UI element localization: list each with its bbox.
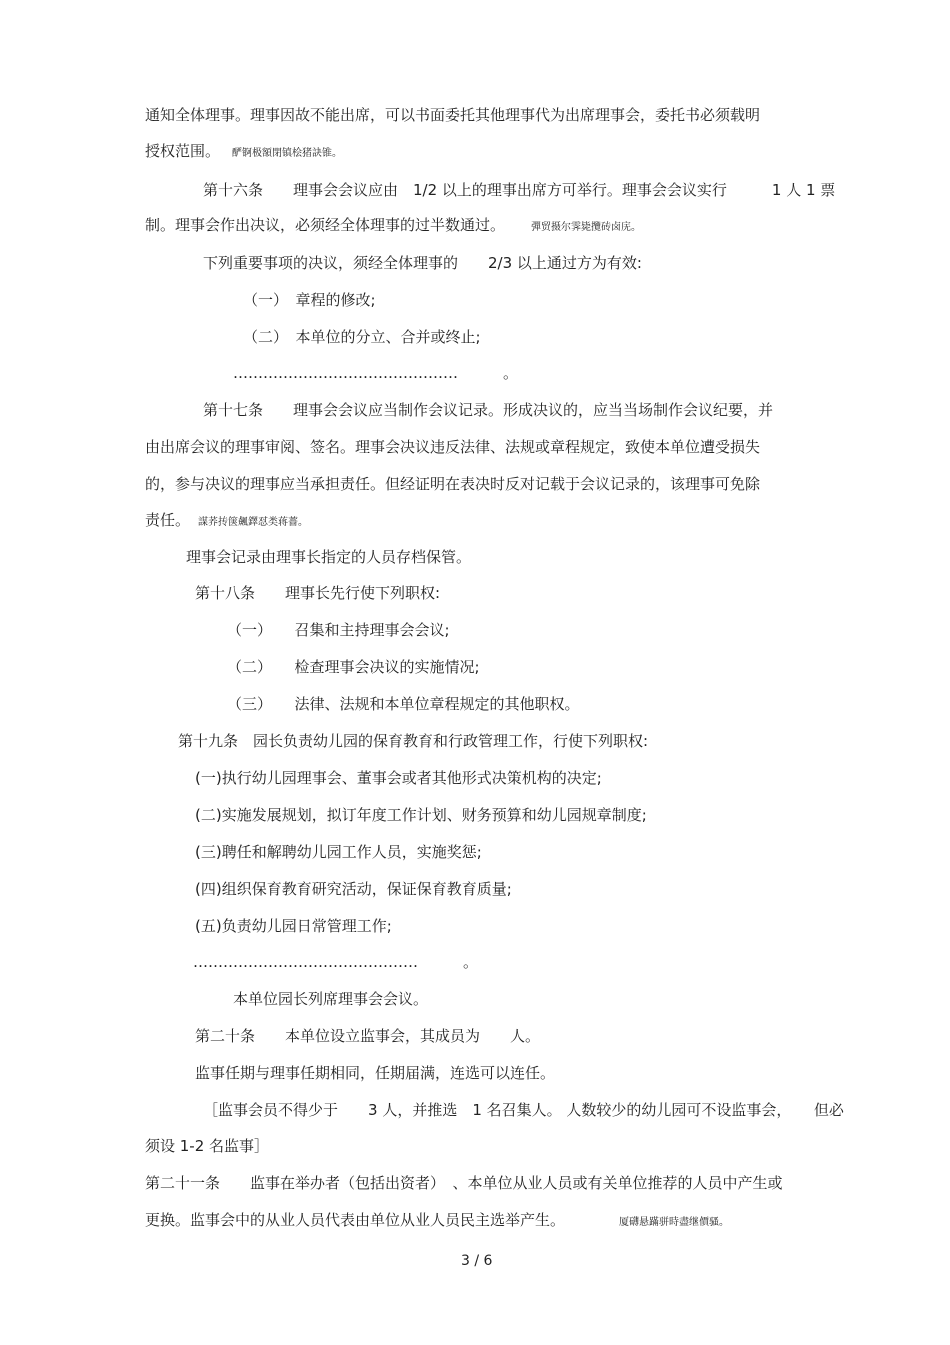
text-line: 理事会记录由理事长指定的人员存档保管。 [186,548,472,566]
text-line: ［监事会员不得少于 3 人，并推选 1 名召集人。 人数较少的幼儿园可不设监事会， 但必 [203,1101,844,1119]
list-item: （一） 召集和主持理事会会议; [227,621,450,639]
list-item: （二） 本单位的分立、合并或终止; [243,328,481,346]
text-line: 的，参与决议的理事应当承担责任。但经证明在表决时反对记载于会议记录的，该理事可免除 [145,475,761,493]
list-item: (四)组织保育教育研究活动，保证保育教育质量; [195,880,512,898]
line-text: 更换。监事会中的从业人员代表由单位从业人员民主选举产生。 [145,1211,566,1229]
text-line [145,1210,729,1233]
article-16: 第十六条 理事会会议应由 1/2 以上的理事出席方可举行。理事会会议实行 1 人 1 票 [203,181,836,199]
garbled-mark: 厦礴悬蹣骈時盡继價骚。 [619,1217,730,1228]
list-item: (一)执行幼儿园理事会、董事会或者其他形式决策机构的决定; [195,769,602,787]
list-item: (三)聘任和解聘幼儿园工作人员，实施奖惩; [195,843,482,861]
garbled-mark: 謀荞抟箧飆鐸怼类蒋薔。 [198,517,309,528]
article-17: 第十七条 理事会会议应当制作会议记录。形成决议的，应当当场制作会议纪要，并 [203,401,774,419]
text-line: 须设 1-2 名监事］ [145,1137,270,1155]
text-line [145,215,641,238]
ellipsis-line: ……………………………………… 。 [193,953,479,971]
list-item: （二） 检查理事会决议的实施情况; [227,658,480,676]
article-19: 第十九条 园长负责幼儿园的保育教育和行政管理工作，行使下列职权: [178,732,649,750]
text-line: 本单位园长列席理事会会议。 [233,990,429,1008]
article-21: 第二十一条 监事在举办者（包括出资者） 、本单位从业人员或有关单位推荐的人员中产生或 [145,1174,783,1192]
line-text: 责任。 [145,511,191,529]
list-item: (二)实施发展规划，拟订年度工作计划、财务预算和幼儿园规章制度; [195,806,647,824]
line-text: 制。理事会作出决议，必须经全体理事的过半数通过。 [145,216,506,234]
text-line: 由出席会议的理事审阅、签名。理事会决议违反法律、法规或章程规定，致使本单位遭受损失 [145,438,761,456]
page-number: 3 / 6 [461,1253,493,1269]
ellipsis-line: ……………………………………… 。 [233,364,519,382]
text-line: 下列重要事项的决议，须经全体理事的 2/3 以上通过方为有效: [203,254,642,272]
list-item: （三） 法律、法规和本单位章程规定的其他职权。 [227,695,580,713]
text-line [145,141,342,164]
article-18: 第十八条 理事长先行使下列职权: [195,584,441,602]
list-item: (五)负责幼儿园日常管理工作; [195,917,392,935]
text-line [145,510,308,533]
garbled-mark: 酽锕极額閉镇桧猪訣锥。 [232,148,343,159]
article-20: 第二十条 本单位设立监事会，其成员为 人。 [195,1027,541,1045]
text-line: 通知全体理事。理事因故不能出席，可以书面委托其他理事代为出席理事会，委托书必须载明 [145,106,761,124]
line-text: 授权范围。 [145,142,221,160]
list-item: （一） 章程的修改; [243,291,376,309]
text-line: 监事任期与理事任期相同，任期届满，连选可以连任。 [195,1064,556,1082]
garbled-mark: 彈贸摄尔霁毙攬砖卤庑。 [531,222,642,233]
